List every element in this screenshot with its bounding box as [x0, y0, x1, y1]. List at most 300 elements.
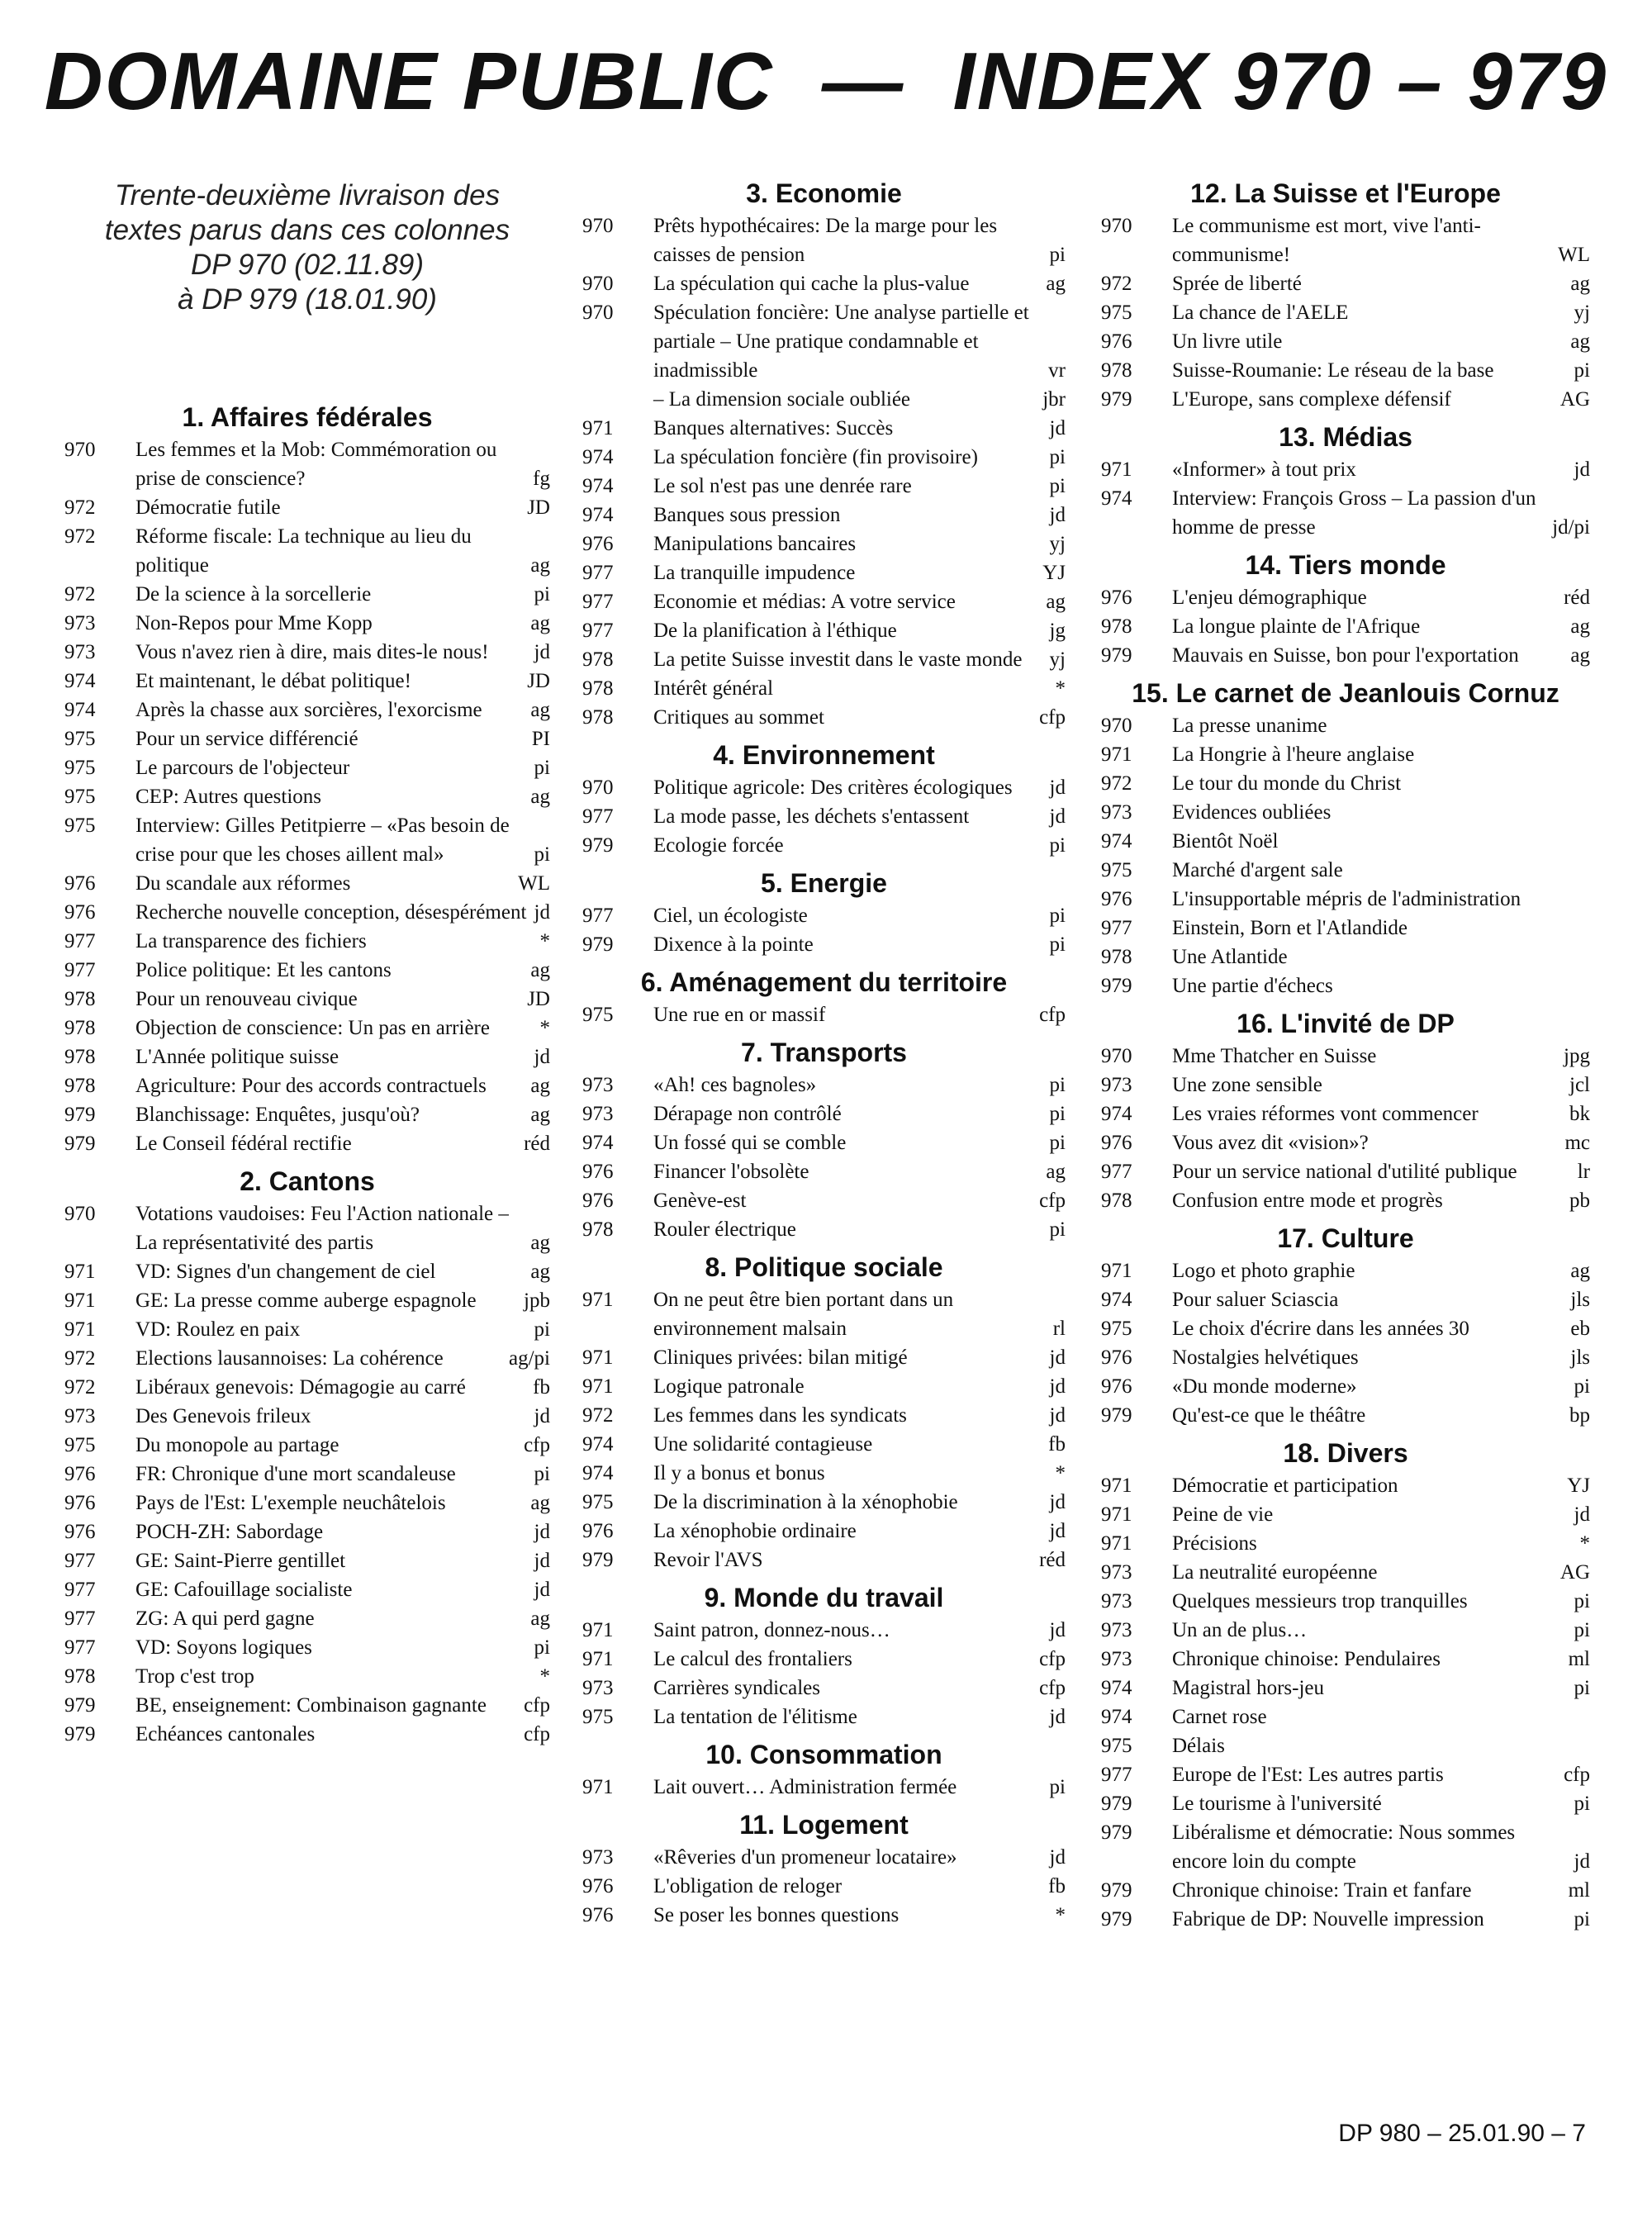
author-initials: AG	[1559, 388, 1590, 411]
article-title: Banques alternatives: Succès	[653, 417, 894, 439]
index-entry	[64, 811, 550, 869]
article-title: Réforme fiscale: La technique au lieu du politique	[135, 525, 472, 577]
index-entry	[582, 703, 1066, 732]
issue-number: 977	[64, 1636, 96, 1659]
index-entry	[64, 1662, 550, 1691]
author-initials: réd	[524, 1133, 550, 1155]
issue-number: 976	[64, 872, 96, 895]
index-entry	[1101, 612, 1590, 641]
author-initials: YJ	[1042, 562, 1066, 584]
section-title: 6. Aménagement du territoire	[640, 967, 1008, 997]
index-entry	[582, 1285, 1066, 1343]
issue-number: 975	[1101, 1318, 1132, 1340]
section-title: 15. Le carnet de Jeanlouis Cornuz	[1132, 678, 1559, 708]
author-initials: ag	[530, 959, 550, 981]
author-initials: pi	[1049, 1103, 1066, 1125]
author-initials: pi	[1574, 1375, 1590, 1398]
article-title: Politique agricole: Des critères écologiques	[653, 776, 1013, 799]
section-list	[64, 402, 550, 1749]
index-entry	[64, 1014, 550, 1042]
issue-number: 973	[1101, 1648, 1132, 1670]
issue-number: 976	[582, 1904, 614, 1926]
article-title: Quelques messieurs trop tranquilles	[1172, 1590, 1468, 1612]
index-entry	[1101, 1616, 1590, 1645]
article-title: Manipulations bancaires	[653, 533, 857, 555]
author-initials: pi	[1574, 1908, 1590, 1930]
article-title: Financer l'obsolète	[653, 1161, 809, 1183]
article-title: Une Atlantide	[1172, 946, 1288, 968]
article-title: Pour un service différencié	[135, 728, 358, 750]
index-entry	[1101, 211, 1590, 269]
author-initials: fb	[1048, 1433, 1066, 1456]
article-title: Une partie d'échecs	[1172, 975, 1333, 997]
issue-number: 972	[582, 1404, 614, 1427]
author-initials: jd	[1049, 417, 1066, 439]
index-entry	[64, 1546, 550, 1575]
author-initials: cfp	[1039, 1190, 1066, 1212]
index-section	[1101, 1430, 1590, 1934]
issue-number: 972	[64, 1376, 96, 1399]
author-initials: réd	[1564, 586, 1590, 609]
index-entry	[582, 1099, 1066, 1128]
author-initials: fg	[533, 468, 550, 490]
index-entry	[582, 472, 1066, 501]
index-entry	[64, 898, 550, 927]
article-title: Genève-est	[653, 1190, 747, 1212]
article-title: Fabrique de DP: Nouvelle impression	[1172, 1908, 1484, 1930]
article-title: Ecologie forcée	[653, 834, 784, 857]
index-entry	[1101, 885, 1590, 914]
article-title: «Informer» à tout prix	[1172, 458, 1356, 481]
index-entry	[1101, 1128, 1590, 1157]
article-title: Le sol n'est pas une denrée rare	[653, 475, 912, 497]
index-entry	[64, 1344, 550, 1373]
author-initials: yj	[1049, 648, 1066, 671]
index-entry	[1101, 1905, 1590, 1934]
issue-number: 978	[1101, 946, 1132, 968]
article-title: Pour saluer Sciascia	[1172, 1289, 1339, 1311]
section-title: 9. Monde du travail	[704, 1583, 944, 1612]
issue-number: 979	[1101, 1879, 1132, 1902]
article-title: Démocratie futile	[135, 496, 281, 519]
issue-number: 978	[64, 1046, 96, 1068]
article-title: Evidences oubliées	[1172, 801, 1332, 824]
article-title: Précisions	[1172, 1532, 1257, 1555]
author-initials: jls	[1570, 1346, 1590, 1369]
issue-number: 974	[582, 1132, 614, 1154]
author-initials: ag	[1570, 330, 1590, 353]
issue-number: 976	[582, 1190, 614, 1212]
article-title: – La dimension sociale oubliée	[653, 388, 911, 411]
article-title: La petite Suisse investit dans le vaste monde	[653, 648, 1023, 671]
issue-number: 979	[64, 1133, 96, 1155]
index-entry	[64, 724, 550, 753]
index-entry	[582, 211, 1066, 269]
article-title: GE: Saint-Pierre gentillet	[135, 1550, 346, 1572]
article-title: Marché d'argent sale	[1172, 859, 1343, 881]
article-title: «Rêveries d'un promeneur locataire»	[653, 1846, 957, 1869]
author-initials: bk	[1569, 1103, 1590, 1125]
issue-number: 976	[582, 1520, 614, 1542]
article-title: Délais	[1172, 1735, 1225, 1757]
author-initials: eb	[1570, 1318, 1590, 1340]
issue-number: 979	[1101, 644, 1132, 667]
index-entry	[64, 1691, 550, 1720]
issue-number: 970	[1101, 715, 1132, 737]
issue-number: 974	[582, 1462, 614, 1484]
author-initials: jd	[1574, 1503, 1590, 1526]
author-initials: jd	[1049, 1346, 1066, 1369]
author-initials: jbr	[1042, 388, 1066, 411]
issue-number: 976	[582, 533, 614, 555]
author-initials: PI	[531, 728, 550, 750]
index-section	[582, 959, 1066, 1029]
author-initials: *	[1055, 1462, 1066, 1484]
index-entry	[1101, 1587, 1590, 1616]
issue-number: 973	[582, 1846, 614, 1869]
index-entry	[582, 269, 1066, 298]
author-initials: pb	[1569, 1190, 1590, 1212]
index-entry	[64, 1575, 550, 1604]
index-section	[582, 1029, 1066, 1244]
index-entry	[582, 1128, 1066, 1157]
issue-number: 971	[582, 1776, 614, 1798]
issue-number: 974	[1101, 487, 1132, 510]
article-title: Le calcul des frontaliers	[653, 1648, 852, 1670]
issue-number: 976	[1101, 1375, 1132, 1398]
issue-number: 974	[64, 699, 96, 721]
article-title: Dixence à la pointe	[653, 933, 814, 956]
issue-number: 974	[1101, 1289, 1132, 1311]
index-entry	[582, 1157, 1066, 1186]
author-initials: ml	[1568, 1648, 1590, 1670]
issue-number: 979	[1101, 975, 1132, 997]
section-title: 14. Tiers monde	[1245, 550, 1446, 580]
issue-number: 973	[582, 1677, 614, 1699]
article-title: Police politique: Et les cantons	[135, 959, 392, 981]
author-initials: cfp	[1039, 1677, 1066, 1699]
issue-number: 970	[64, 1203, 96, 1225]
issue-number: 977	[582, 805, 614, 828]
index-entry	[64, 782, 550, 811]
issue-number: 970	[582, 776, 614, 799]
issue-number: 971	[1101, 1503, 1132, 1526]
article-title: Le Conseil fédéral rectifie	[135, 1133, 352, 1155]
issue-number: 978	[64, 988, 96, 1010]
intro-text	[64, 178, 550, 317]
article-title: Se poser les bonnes questions	[653, 1904, 900, 1926]
article-title: Mauvais en Suisse, bon pour l'exportation	[1172, 644, 1519, 667]
article-title: Démocratie et participation	[1172, 1475, 1398, 1497]
article-title: Une solidarité contagieuse	[653, 1433, 873, 1456]
issue-number: 977	[582, 591, 614, 613]
index-entry	[1101, 298, 1590, 327]
index-section	[582, 1244, 1066, 1574]
article-title: Après la chasse aux sorcières, l'exorcisme	[135, 699, 482, 721]
article-title: Intérêt général	[653, 677, 774, 700]
author-initials: ag	[530, 1104, 550, 1126]
article-title: Ciel, un écologiste	[653, 905, 808, 927]
issue-number: 978	[64, 1017, 96, 1039]
issue-number: 974	[1101, 1103, 1132, 1125]
index-entry	[1101, 740, 1590, 769]
article-title: Magistral hors-jeu	[1172, 1677, 1324, 1699]
index-entry	[1101, 1789, 1590, 1818]
author-initials: yj	[1049, 533, 1066, 555]
issue-number: 975	[64, 728, 96, 750]
index-entry	[1101, 1471, 1590, 1500]
issue-number: 979	[582, 1549, 614, 1571]
article-title: Sprée de liberté	[1172, 273, 1302, 295]
author-initials: *	[1055, 1904, 1066, 1926]
article-title: Les femmes dans les syndicats	[653, 1404, 907, 1427]
index-entry	[1101, 769, 1590, 798]
index-entry	[64, 1633, 550, 1662]
index-entry	[64, 985, 550, 1014]
issue-number: 974	[1101, 830, 1132, 852]
issue-number: 971	[582, 1289, 614, 1311]
author-initials: cfp	[524, 1723, 550, 1745]
index-entry	[1101, 943, 1590, 971]
article-title: GE: Cafouillage socialiste	[135, 1579, 353, 1601]
author-initials: *	[1579, 1532, 1590, 1555]
author-initials: WL	[1558, 244, 1590, 266]
index-entry	[582, 1773, 1066, 1802]
index-entry	[64, 1286, 550, 1315]
article-title: Interview: Gilles Petitpierre – «Pas besoin de crise pour que les choses aillent mal»	[135, 814, 510, 866]
index-entry	[1101, 1731, 1590, 1760]
issue-number: 978	[64, 1075, 96, 1097]
article-title: «Ah! ces bagnoles»	[653, 1074, 817, 1096]
issue-number: 979	[64, 1104, 96, 1126]
index-entry	[582, 298, 1066, 385]
issue-number: 976	[64, 1463, 96, 1485]
article-title: Libéraux genevois: Démagogie au carré	[135, 1376, 466, 1399]
author-initials: ag	[530, 612, 550, 634]
issue-number: 975	[64, 1434, 96, 1456]
column-middle	[582, 178, 1066, 1930]
author-initials: bp	[1569, 1404, 1590, 1427]
index-entry	[1101, 1099, 1590, 1128]
section-title: 5. Energie	[761, 868, 887, 898]
issue-number: 976	[64, 1492, 96, 1514]
article-title: Europe de l'Est: Les autres partis	[1172, 1764, 1444, 1786]
issue-number: 979	[1101, 1793, 1132, 1815]
article-title: VD: Signes d'un changement de ciel	[135, 1261, 436, 1283]
issue-number: 976	[64, 1521, 96, 1543]
issue-number: 976	[582, 1875, 614, 1897]
author-initials: jd	[1049, 776, 1066, 799]
issue-number: 971	[1101, 1260, 1132, 1282]
article-title: Les vraies réformes vont commencer	[1172, 1103, 1479, 1125]
article-title: Il y a bonus et bonus	[653, 1462, 825, 1484]
index-entry	[1101, 455, 1590, 484]
issue-number: 974	[582, 475, 614, 497]
issue-number: 973	[1101, 1590, 1132, 1612]
section-title: 12. La Suisse et l'Europe	[1190, 178, 1501, 208]
index-entry	[582, 773, 1066, 802]
issue-number	[582, 385, 653, 414]
author-initials: pi	[534, 757, 550, 779]
issue-number: 979	[582, 933, 614, 956]
index-entry	[582, 1872, 1066, 1901]
issue-number: 979	[1101, 1821, 1132, 1844]
issue-number: 979	[1101, 1908, 1132, 1930]
index-entry	[582, 501, 1066, 530]
index-entry	[1101, 641, 1590, 670]
issue-number: 970	[582, 215, 614, 237]
index-entry	[582, 802, 1066, 831]
index-entry	[64, 1071, 550, 1100]
author-initials: vr	[1048, 359, 1066, 382]
author-initials: *	[1055, 677, 1066, 700]
author-initials: jpb	[524, 1289, 550, 1312]
section-title: 13. Médias	[1279, 422, 1412, 452]
issue-number: 977	[64, 1550, 96, 1572]
author-initials: lr	[1577, 1161, 1590, 1183]
author-initials: jd	[1574, 458, 1590, 481]
article-title: Le communisme est mort, vive l'anti-communisme!	[1172, 215, 1481, 266]
index-entry	[64, 1199, 550, 1257]
issue-number: 970	[1101, 215, 1132, 237]
issue-number: 973	[582, 1103, 614, 1125]
section-title: 7. Transports	[741, 1038, 907, 1067]
issue-number: 977	[582, 562, 614, 584]
author-initials: AG	[1559, 1561, 1590, 1584]
index-entry	[64, 1402, 550, 1431]
issue-number: 972	[64, 496, 96, 519]
issue-number: 975	[1101, 1735, 1132, 1757]
author-initials: JD	[527, 670, 550, 692]
author-initials: jd	[534, 641, 550, 663]
index-section	[582, 1802, 1066, 1930]
intro-line: Trente-deuxième livraison des	[114, 179, 501, 211]
index-entry	[64, 1489, 550, 1517]
author-initials: jd	[534, 901, 550, 924]
article-title: Peine de vie	[1172, 1503, 1274, 1526]
index-entry	[582, 831, 1066, 860]
author-initials: cfp	[524, 1434, 550, 1456]
article-title: L'Europe, sans complexe défensif	[1172, 388, 1451, 411]
article-title: Agriculture: Pour des accords contractuels	[135, 1075, 487, 1097]
index-entry	[1101, 269, 1590, 298]
index-entry	[1101, 1645, 1590, 1674]
author-initials: jls	[1570, 1289, 1590, 1311]
issue-number: 973	[64, 641, 96, 663]
index-entry	[582, 1702, 1066, 1731]
index-entry	[64, 435, 550, 493]
author-initials: jd	[1049, 504, 1066, 526]
index-entry	[1101, 484, 1590, 542]
author-initials: jd	[1049, 1619, 1066, 1641]
author-initials: pi	[1049, 905, 1066, 927]
page-title: DOMAINE PUBLIC — INDEX 970 – 979	[44, 36, 1608, 126]
article-title: Einstein, Born et l'Atlandide	[1172, 917, 1408, 939]
issue-number: 976	[1101, 888, 1132, 910]
author-initials: WL	[518, 872, 550, 895]
article-title: BE, enseignement: Combinaison gagnante	[135, 1694, 487, 1717]
index-entry	[582, 1517, 1066, 1546]
article-title: L'obligation de reloger	[653, 1875, 843, 1897]
index-entry	[1101, 1702, 1590, 1731]
index-entry	[1101, 385, 1590, 414]
issue-number: 978	[1101, 359, 1132, 382]
author-initials: pi	[1049, 1074, 1066, 1096]
index-entry	[64, 609, 550, 638]
article-title: De la science à la sorcellerie	[135, 583, 372, 605]
index-entry	[582, 385, 1066, 414]
article-title: Vous n'avez rien à dire, mais dites-le nous!	[135, 641, 489, 663]
author-initials: ag	[1570, 1260, 1590, 1282]
issue-number: 977	[582, 905, 614, 927]
index-entry	[582, 1343, 1066, 1372]
index-section	[1101, 178, 1590, 414]
issue-number: 975	[1101, 302, 1132, 324]
article-title: Revoir l'AVS	[653, 1549, 763, 1571]
issue-number: 976	[1101, 330, 1132, 353]
article-title: Les femmes et la Mob: Commémoration ou prise de conscience?	[135, 439, 497, 490]
index-entry	[64, 1604, 550, 1633]
author-initials: cfp	[1039, 1648, 1066, 1670]
article-title: Un livre utile	[1172, 330, 1283, 353]
issue-number: 979	[64, 1723, 96, 1745]
author-initials: pi	[1049, 475, 1066, 497]
issue-number: 972	[64, 583, 96, 605]
author-initials: jd	[1049, 1846, 1066, 1869]
issue-number: 972	[64, 1347, 96, 1370]
article-title: La transparence des fichiers	[135, 930, 367, 952]
author-initials: yj	[1574, 302, 1590, 324]
article-title: De la planification à l'éthique	[653, 620, 897, 642]
article-title: Un an de plus…	[1172, 1619, 1308, 1641]
author-initials: cfp	[1039, 706, 1066, 729]
issue-number: 971	[582, 1375, 614, 1398]
author-initials: ag	[1046, 273, 1066, 295]
index-entry	[582, 587, 1066, 616]
index-entry	[64, 580, 550, 609]
column-left	[64, 178, 550, 1749]
issue-number: 976	[1101, 1132, 1132, 1154]
section-title: 11. Logement	[739, 1810, 909, 1840]
index-entry	[1101, 1256, 1590, 1285]
index-entry	[1101, 1042, 1590, 1071]
article-title: La xénophobie ordinaire	[653, 1520, 857, 1542]
author-initials: mc	[1564, 1132, 1590, 1154]
article-title: Elections lausannoises: La cohérence	[135, 1347, 444, 1370]
article-title: Des Genevois frileux	[135, 1405, 311, 1427]
index-entry	[582, 1674, 1066, 1702]
author-initials: cfp	[1039, 1004, 1066, 1026]
author-initials: pi	[1049, 244, 1066, 266]
issue-number: 976	[64, 901, 96, 924]
issue-number: 971	[582, 1619, 614, 1641]
index-entry	[582, 530, 1066, 558]
index-entry	[582, 1616, 1066, 1645]
author-initials: pi	[1049, 1776, 1066, 1798]
issue-number: 973	[1101, 1561, 1132, 1584]
section-title: 18. Divers	[1283, 1438, 1408, 1468]
article-title: Non-Repos pour Mme Kopp	[135, 612, 373, 634]
article-title: On ne peut être bien portant dans un environnement malsain	[653, 1289, 954, 1340]
article-title: L'insupportable mépris de l'administration	[1172, 888, 1521, 910]
column-right	[1101, 178, 1590, 1934]
index-entry	[582, 901, 1066, 930]
article-title: Spéculation foncière: Une analyse partielle et partiale – Une pratique condamnable et inadmissible	[653, 302, 1029, 382]
issue-number: 976	[1101, 586, 1132, 609]
article-title: CEP: Autres questions	[135, 786, 322, 808]
article-title: Echéances cantonales	[135, 1723, 316, 1745]
article-title: Nostalgies helvétiques	[1172, 1346, 1359, 1369]
